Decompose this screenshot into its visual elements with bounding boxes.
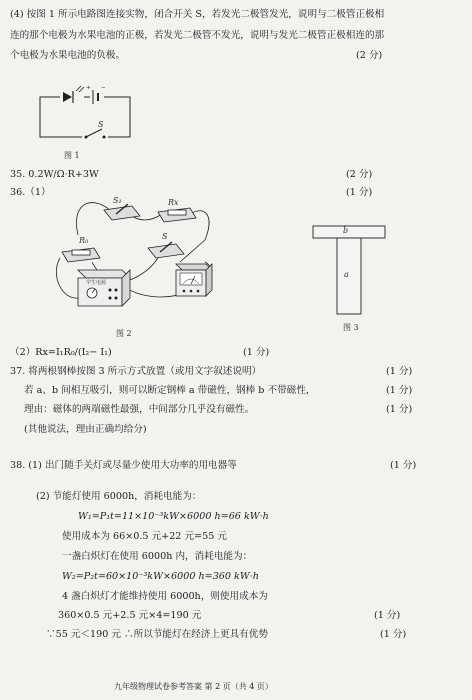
q38-line1: 38. (1) 出门随手关灯或尽量少使用大功率的用电器等 (10, 460, 237, 471)
q37-line4: (其他说法，理由正确均给分) (24, 424, 147, 435)
wire (56, 258, 78, 298)
figure-1-caption: 图 1 (64, 151, 80, 160)
wire (76, 203, 112, 235)
switch-s (148, 242, 184, 258)
resistor-r0 (62, 248, 100, 262)
q38-line9: ∵55 元＜190 元 ∴所以节能灯在经济上更具有优势 (46, 629, 268, 640)
q36-part2: （2）Rx=I₁R₀/(I₂− I₁) (10, 347, 112, 358)
q35-points: (2 分) (346, 169, 373, 180)
page-footer: 九年级物理试卷参考答案 第 2 页（共 4 页） (114, 682, 273, 691)
svg-text:+: + (86, 85, 91, 91)
figure-3-caption: 图 3 (343, 323, 359, 332)
q38-line6: W₂=P₂t=60×10⁻³kW×6000 h=360 kW·h (62, 571, 259, 582)
label-r0: R₀ (79, 236, 89, 245)
q37-points2: (1 分) (386, 385, 413, 396)
switch-label: S (98, 120, 104, 129)
q36-label: 36.（1） (10, 187, 51, 198)
bar-label-a: a (344, 270, 349, 279)
steel-bar-a (337, 238, 361, 314)
q38-line3: W₁=P₁t=11×10⁻³kW×6000 h=66 kW·h (78, 511, 269, 522)
label-s: S (162, 232, 168, 241)
label-s1: S₁ (113, 196, 122, 205)
q38-line7: 4 盏白炽灯才能维持使用 6000h，则使用成本为 (62, 591, 268, 602)
q37-line3: 理由：磁体的两端磁性最强，中间部分几乎没有磁性。 (24, 404, 255, 415)
label-supply: 学生电源 (86, 280, 107, 286)
q37-points3: (1 分) (386, 404, 413, 415)
svg-text:−: − (101, 85, 106, 91)
power-supply (78, 270, 130, 306)
q38-line4: 使用成本为 66×0.5 元+22 元=55 元 (62, 531, 227, 542)
q4-line1: (4) 按图 1 所示电路图连接实物，闭合开关 S，若发光二极管发光，说明与二极管正极相 (10, 9, 385, 20)
q38-line8: 360×0.5 元+2.5 元×4=190 元 (58, 610, 202, 621)
q38-points1: (1 分) (390, 460, 417, 471)
label-rx: Rx (168, 198, 179, 207)
q37-line2: 若 a、b 间相互吸引，则可以断定钢棒 a 带磁性，钢棒 b 不带磁性， (24, 385, 316, 396)
wire (180, 240, 205, 262)
battery-symbol (86, 85, 106, 104)
ammeter (176, 264, 212, 296)
q36-points: (1 分) (346, 187, 373, 198)
q37-points1: (1 分) (386, 366, 413, 377)
switch-symbol (82, 129, 108, 141)
circuit-wire (40, 97, 130, 137)
q38-line5: 一盏白炽灯在使用 6000h 内，消耗电能为： (62, 551, 253, 562)
q4-points: (2 分) (356, 50, 383, 61)
q37-line1: 37. 将两根钢棒按图 3 所示方式放置（或用文字叙述说明） (10, 366, 262, 377)
wire (130, 258, 158, 280)
led-symbol (60, 86, 84, 103)
steel-bar-b (313, 226, 385, 238)
figure-2-caption: 图 2 (116, 329, 132, 338)
q4-line2: 连的那个电极为水果电池的正极，若发光二极管不发光，说明与发光二极管正极相连的那 (10, 30, 385, 41)
q38-line2: (2) 节能灯使用 6000h，消耗电能为： (36, 491, 202, 502)
figure-3-bars (313, 226, 385, 314)
figure-1-circuit (40, 97, 130, 137)
bar-label-b: b (343, 226, 349, 235)
q35-answer: 35. 0.2W/Ω·R+3W (10, 169, 99, 180)
q38-points9: (1 分) (380, 629, 407, 640)
q38-points8: (1 分) (374, 610, 401, 621)
q36-part2-points: (1 分) (243, 347, 270, 358)
q4-line3: 个电极为水果电池的负极。 (10, 50, 126, 61)
resistor-rx (158, 208, 196, 222)
